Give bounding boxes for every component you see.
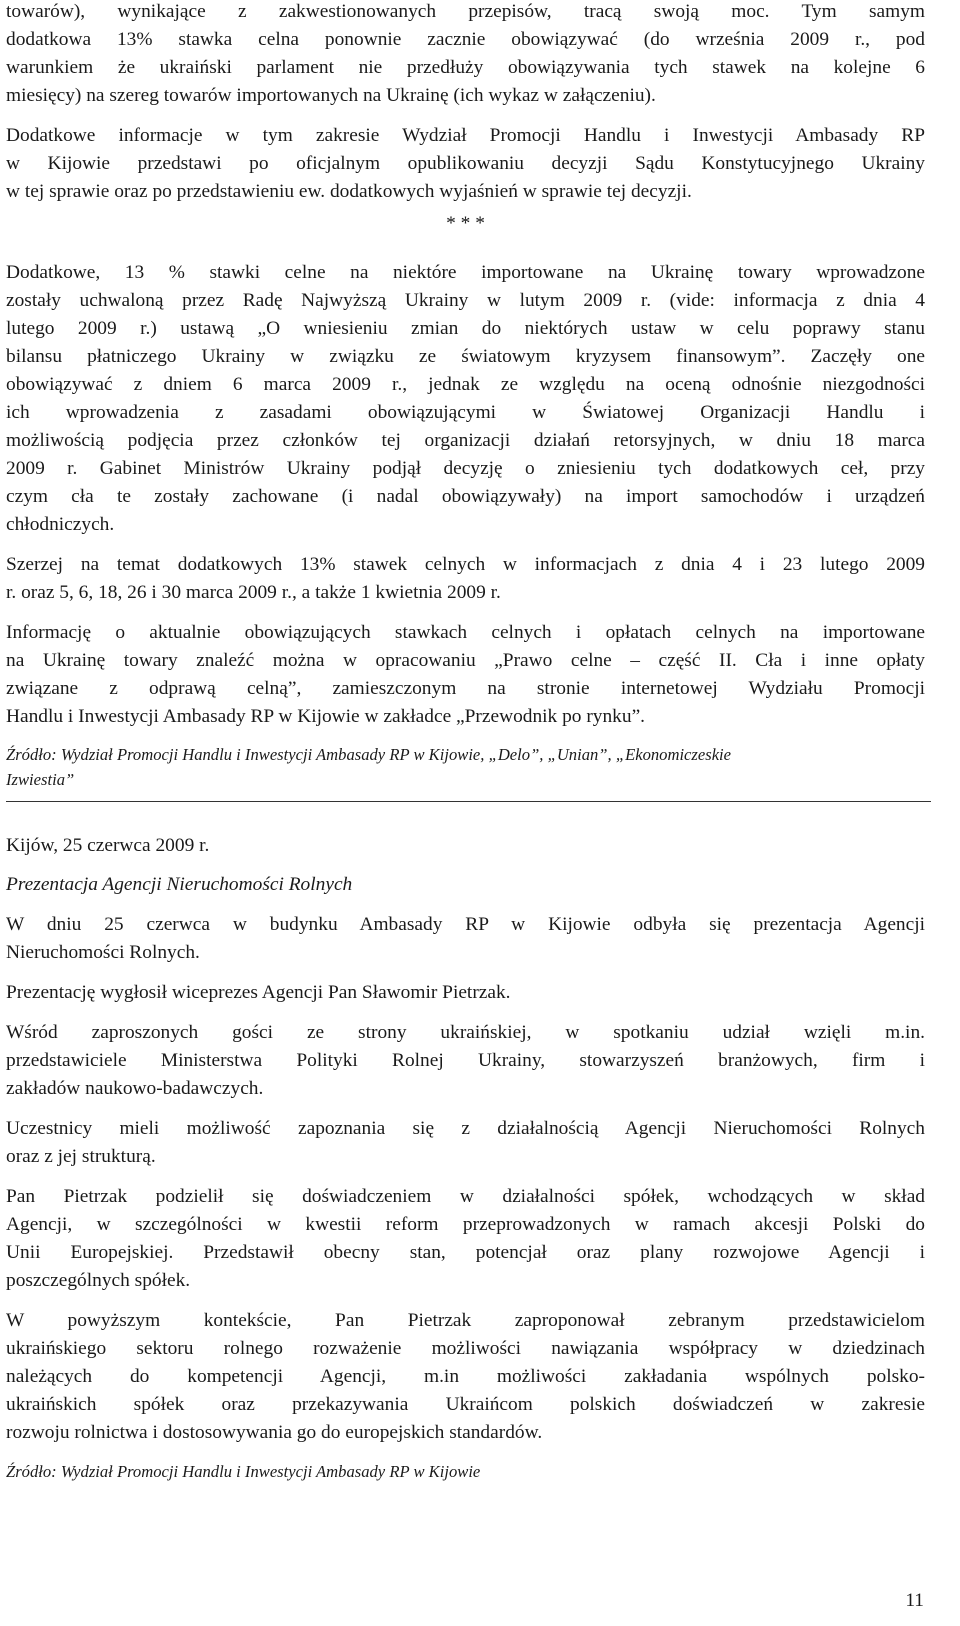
paragraph-line: towarów), wynikające z zakwestionowanych przepisów, tracą swoją moc. Tym samym — [6, 1, 925, 22]
paragraph-line: przedstawiciele Ministerstwa Polityki Rolnej Ukrainy, stowarzyszeń branżowych, firm i — [6, 1050, 925, 1071]
paragraph-line: Agencji, w szczególności w kwestii reform przeprowadzonych w ramach akcesji Polski do — [6, 1214, 925, 1235]
section-divider — [6, 801, 931, 802]
paragraph-line: bilansu płatniczego Ukrainy w związku ze światowym kryzysem finansowym”. Zaczęły one — [6, 346, 925, 367]
paragraph-line: miesięcy) na szereg towarów importowanych na Ukrainę (ich wykaz w załączeniu). — [6, 85, 656, 106]
paragraph-line: r. oraz 5, 6, 18, 26 i 30 marca 2009 r., a także 1 kwietnia 2009 r. — [6, 582, 501, 603]
paragraph-line: W dniu 25 czerwca w budynku Ambasady RP w Kijowie odbyła się prezentacja Agencji — [6, 914, 925, 935]
paragraph-line: Dodatkowe informacje w tym zakresie Wydział Promocji Handlu i Inwestycji Ambasady RP — [6, 125, 925, 146]
paragraph-line: Prezentację wygłosił wiceprezes Agencji Pan Sławomir Pietrzak. — [6, 982, 511, 1003]
paragraph-line: W powyższym kontekście, Pan Pietrzak zaproponował zebranym przedstawicielom — [6, 1310, 925, 1331]
paragraph-line: Informację o aktualnie obowiązujących stawkach celnych i opłatach celnych na importowane — [6, 622, 925, 643]
paragraph-line: warunkiem że ukraiński parlament nie przedłuży obowiązywania tych stawek na kolejne 6 — [6, 57, 925, 78]
paragraph-line: zakładów naukowo-badawczych. — [6, 1078, 264, 1099]
paragraph-line: poszczególnych spółek. — [6, 1270, 191, 1291]
paragraph-line: Handlu i Inwestycji Ambasady RP w Kijowie w zakładce „Przewodnik po rynku”. — [6, 706, 646, 727]
paragraph-line: obowiązywać z dniem 6 marca 2009 r., jednak ze względu na oceną odnośnie niezgodności — [6, 374, 925, 395]
paragraph-line: Nieruchomości Rolnych. — [6, 942, 200, 963]
paragraph-line: związane z odprawą celną”, zamieszczonym na stronie internetowej Wydziału Promocji — [6, 678, 925, 699]
page-number: 11 — [905, 1590, 924, 1611]
paragraph-line: Wśród zaproszonych gości ze strony ukraińskiej, w spotkaniu udział wzięli m.in. — [6, 1022, 925, 1043]
paragraph-line: możliwością podjęcia przez członków tej organizacji działań retorsyjnych, w dniu 18 marca — [6, 430, 925, 451]
paragraph-line: rozwoju rolnictwa i dostosowywania go do europejskich standardów. — [6, 1422, 543, 1443]
dateline: Kijów, 25 czerwca 2009 r. — [6, 835, 210, 856]
paragraph-line: czym cła te zostały zachowane (i nadal obowiązywały) na import samochodów i urządzeń — [6, 486, 925, 507]
paragraph-line: Dodatkowe, 13 % stawki celne na niektóre importowane na Ukrainę towary wprowadzone — [6, 262, 925, 283]
paragraph-line: 2009 r. Gabinet Ministrów Ukrainy podjął decyzję o zniesieniu tych dodatkowych ceł, przy — [6, 458, 925, 479]
section-separator: * * * — [446, 213, 485, 234]
paragraph-line: dodatkowa 13% stawka celna ponownie zacznie obowiązywać (do września 2009 r., pod — [6, 29, 925, 50]
paragraph-line: w Kijowie przedstawi po oficjalnym opublikowaniu decyzji Sądu Konstytucyjnego Ukrainy — [6, 153, 925, 174]
source-note: Źródło: Wydział Promocji Handlu i Inwestycji Ambasady RP w Kijowie, „Delo”, „Unian”, „Ekonomiczeskie — [6, 745, 732, 764]
paragraph-line: ukraińskiego sektoru rolnego rozważenie możliwości nawiązania współpracy w dziedzinach — [6, 1338, 925, 1359]
paragraph-line: zostały uchwaloną przez Radę Najwyższą Ukrainy w lutym 2009 r. (vide: informacja z dnia 4 — [6, 290, 925, 311]
source-note: Izwiestia” — [6, 770, 75, 789]
paragraph-line: Unii Europejskiej. Przedstawił obecny stan, potencjał oraz plany rozwojowe Agencji i — [6, 1242, 925, 1263]
paragraph-line: Uczestnicy mieli możliwość zapoznania się z działalnością Agencji Nieruchomości Rolnych — [6, 1118, 925, 1139]
paragraph-line: ukraińskich spółek oraz przekazywania Ukraińcom polskich doświadczeń w zakresie — [6, 1394, 925, 1415]
paragraph-line: należących do kompetencji Agencji, m.in możliwości zakładania wspólnych polsko- — [6, 1366, 925, 1387]
source-note: Źródło: Wydział Promocji Handlu i Inwestycji Ambasady RP w Kijowie — [6, 1462, 481, 1481]
paragraph-line: Pan Pietrzak podzielił się doświadczeniem w działalności spółek, wchodzących w skład — [6, 1186, 925, 1207]
paragraph-line: oraz z jej strukturą. — [6, 1146, 156, 1167]
paragraph-line: na Ukrainę towary znaleźć można w opracowaniu „Prawo celne – część II. Cła i inne opłaty — [6, 650, 925, 671]
paragraph-line: Szerzej na temat dodatkowych 13% stawek celnych w informacjach z dnia 4 i 23 lutego 2009 — [6, 554, 925, 575]
paragraph-line: ich wprowadzenia z zasadami obowiązującymi w Światowej Organizacji Handlu i — [6, 402, 925, 423]
article-title: Prezentacja Agencji Nieruchomości Rolnych — [6, 874, 353, 895]
paragraph-line: chłodniczych. — [6, 514, 115, 535]
paragraph-line: lutego 2009 r.) ustawą „O wniesieniu zmian do niektórych ustaw w celu poprawy stanu — [6, 318, 925, 339]
paragraph-line: w tej sprawie oraz po przedstawieniu ew. dodatkowych wyjaśnień w sprawie tej decyzji. — [6, 181, 692, 202]
